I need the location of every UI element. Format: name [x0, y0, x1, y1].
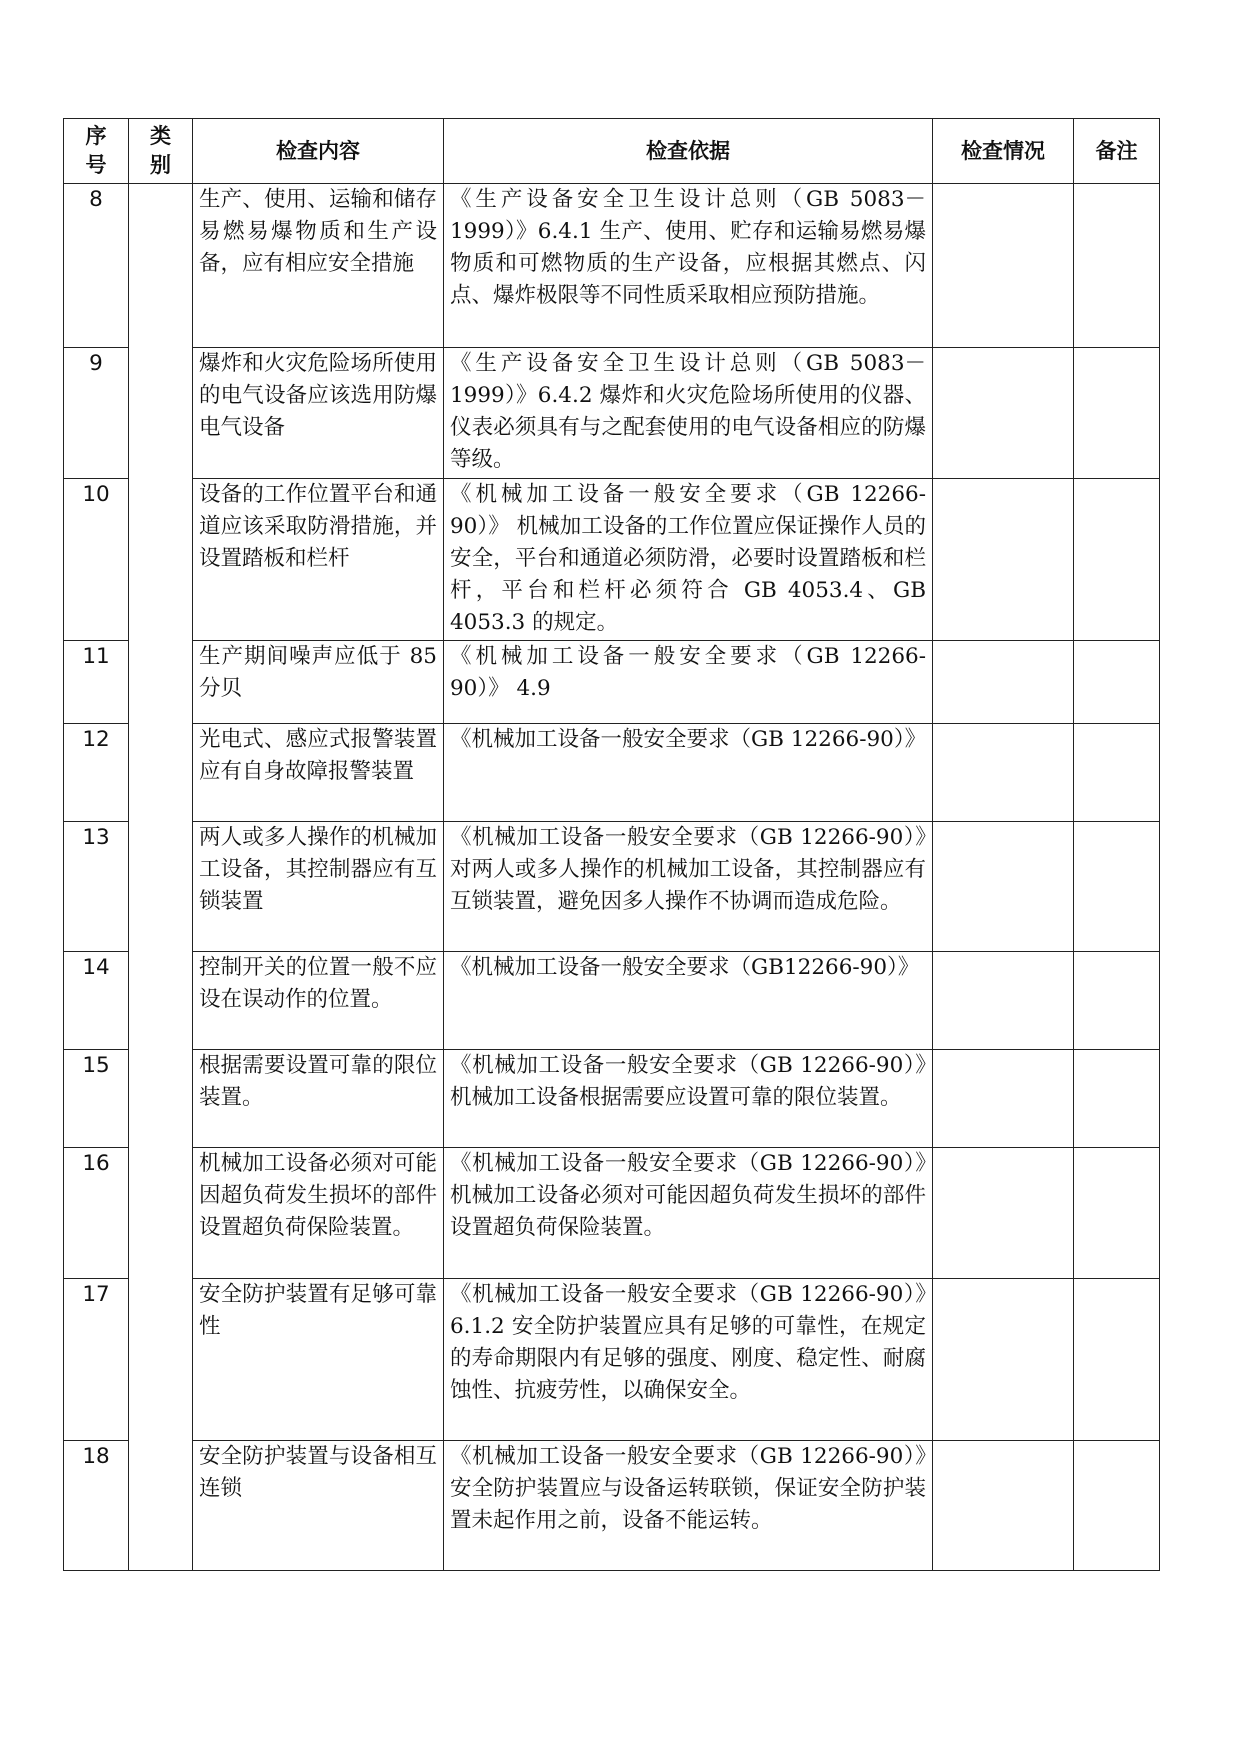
row-num: 13: [64, 822, 129, 952]
row-basis: 《机械加工设备一般安全要求（GB 12266-90）》机械加工设备必须对可能因超负荷发生损坏的部件设置超负荷保险装置。: [444, 1148, 933, 1279]
row-note: [1074, 724, 1160, 822]
table-row: [64, 1148, 1160, 1279]
table-row: [64, 641, 1160, 724]
table-row: [64, 184, 1160, 348]
row-status: [933, 348, 1074, 479]
header-note: 备注: [1074, 119, 1160, 184]
row-num: 18: [64, 1441, 129, 1571]
row-status: [933, 724, 1074, 822]
table-row: [64, 822, 1160, 952]
header-row: [64, 119, 1160, 184]
row-status: [933, 1279, 1074, 1441]
row-status: [933, 1050, 1074, 1148]
row-note: [1074, 1050, 1160, 1148]
row-content: 根据需要设置可靠的限位装置。: [193, 1050, 444, 1148]
row-note: [1074, 348, 1160, 479]
header-status: 检查情况: [933, 119, 1074, 184]
header-basis: 检查依据: [444, 119, 933, 184]
row-content: 安全防护装置有足够可靠性: [193, 1279, 444, 1441]
row-basis: 《生产设备安全卫生设计总则（GB 5083－1999）》6.4.2 爆炸和火灾危险场所使用的仪器、仪表必须具有与之配套使用的电气设备相应的防爆等级。: [444, 348, 933, 479]
category-cell: [129, 184, 193, 1571]
table-row: [64, 724, 1160, 822]
row-num: 11: [64, 641, 129, 724]
header-num: 序号: [64, 119, 129, 184]
row-num: 14: [64, 952, 129, 1050]
row-note: [1074, 1148, 1160, 1279]
row-status: [933, 952, 1074, 1050]
row-num: 16: [64, 1148, 129, 1279]
table-row: [64, 1050, 1160, 1148]
row-content: 生产期间噪声应低于 85 分贝: [193, 641, 444, 724]
row-basis: 《机械加工设备一般安全要求（GB12266-90）》: [444, 952, 933, 1050]
row-status: [933, 1441, 1074, 1571]
table-row: [64, 479, 1160, 641]
row-content: 安全防护装置与设备相互连锁: [193, 1441, 444, 1571]
row-status: [933, 1148, 1074, 1279]
row-basis: 《机械加工设备一般安全要求（GB 12266-90）》6.1.2 安全防护装置应具有足够的可靠性，在规定的寿命期限内有足够的强度、刚度、稳定性、耐腐蚀性、抗疲劳性，以确保安全。: [444, 1279, 933, 1441]
row-note: [1074, 184, 1160, 348]
row-note: [1074, 822, 1160, 952]
inspection-table: [63, 118, 1160, 1571]
row-content: 光电式、感应式报警装置应有自身故障报警装置: [193, 724, 444, 822]
row-basis: 《生产设备安全卫生设计总则（GB 5083－1999）》6.4.1 生产、使用、贮存和运输易燃易爆物质和可燃物质的生产设备，应根据其燃点、闪点、爆炸极限等不同性质采取相应预防措施。: [444, 184, 933, 348]
row-note: [1074, 1441, 1160, 1571]
row-content: 机械加工设备必须对可能因超负荷发生损坏的部件设置超负荷保险装置。: [193, 1148, 444, 1279]
row-content: 爆炸和火灾危险场所使用的电气设备应该选用防爆电气设备: [193, 348, 444, 479]
row-content: 生产、使用、运输和储存易燃易爆物质和生产设备，应有相应安全措施: [193, 184, 444, 348]
header-content: 检查内容: [193, 119, 444, 184]
row-basis: 《机械加工设备一般安全要求（GB 12266-90）》 机械加工设备的工作位置应保证操作人员的安全，平台和通道必须防滑，必要时设置踏板和栏杆，平台和栏杆必须符合 GB 4053.4、GB 4053.3 的规定。: [444, 479, 933, 641]
row-status: [933, 641, 1074, 724]
row-basis: 《机械加工设备一般安全要求（GB 12266-90）》: [444, 724, 933, 822]
row-content: 控制开关的位置一般不应设在误动作的位置。: [193, 952, 444, 1050]
row-num: 9: [64, 348, 129, 479]
row-status: [933, 479, 1074, 641]
row-num: 15: [64, 1050, 129, 1148]
row-note: [1074, 641, 1160, 724]
row-num: 8: [64, 184, 129, 348]
row-content: 设备的工作位置平台和通道应该采取防滑措施，并设置踏板和栏杆: [193, 479, 444, 641]
row-basis: 《机械加工设备一般安全要求（GB 12266-90）》安全防护装置应与设备运转联锁，保证安全防护装置未起作用之前，设备不能运转。: [444, 1441, 933, 1571]
row-status: [933, 822, 1074, 952]
table-row: [64, 348, 1160, 479]
row-note: [1074, 479, 1160, 641]
row-num: 10: [64, 479, 129, 641]
table-row: [64, 1279, 1160, 1441]
row-num: 12: [64, 724, 129, 822]
row-basis: 《机械加工设备一般安全要求（GB 12266-90）》机械加工设备根据需要应设置可靠的限位装置。: [444, 1050, 933, 1148]
header-category: 类别: [129, 119, 193, 184]
row-note: [1074, 952, 1160, 1050]
table-row: [64, 1441, 1160, 1571]
row-content: 两人或多人操作的机械加工设备，其控制器应有互锁装置: [193, 822, 444, 952]
row-basis: 《机械加工设备一般安全要求（GB 12266-90）》 4.9: [444, 641, 933, 724]
row-status: [933, 184, 1074, 348]
row-num: 17: [64, 1279, 129, 1441]
table-row: [64, 952, 1160, 1050]
row-basis: 《机械加工设备一般安全要求（GB 12266-90）》对两人或多人操作的机械加工设备，其控制器应有互锁装置，避免因多人操作不协调而造成危险。: [444, 822, 933, 952]
row-note: [1074, 1279, 1160, 1441]
